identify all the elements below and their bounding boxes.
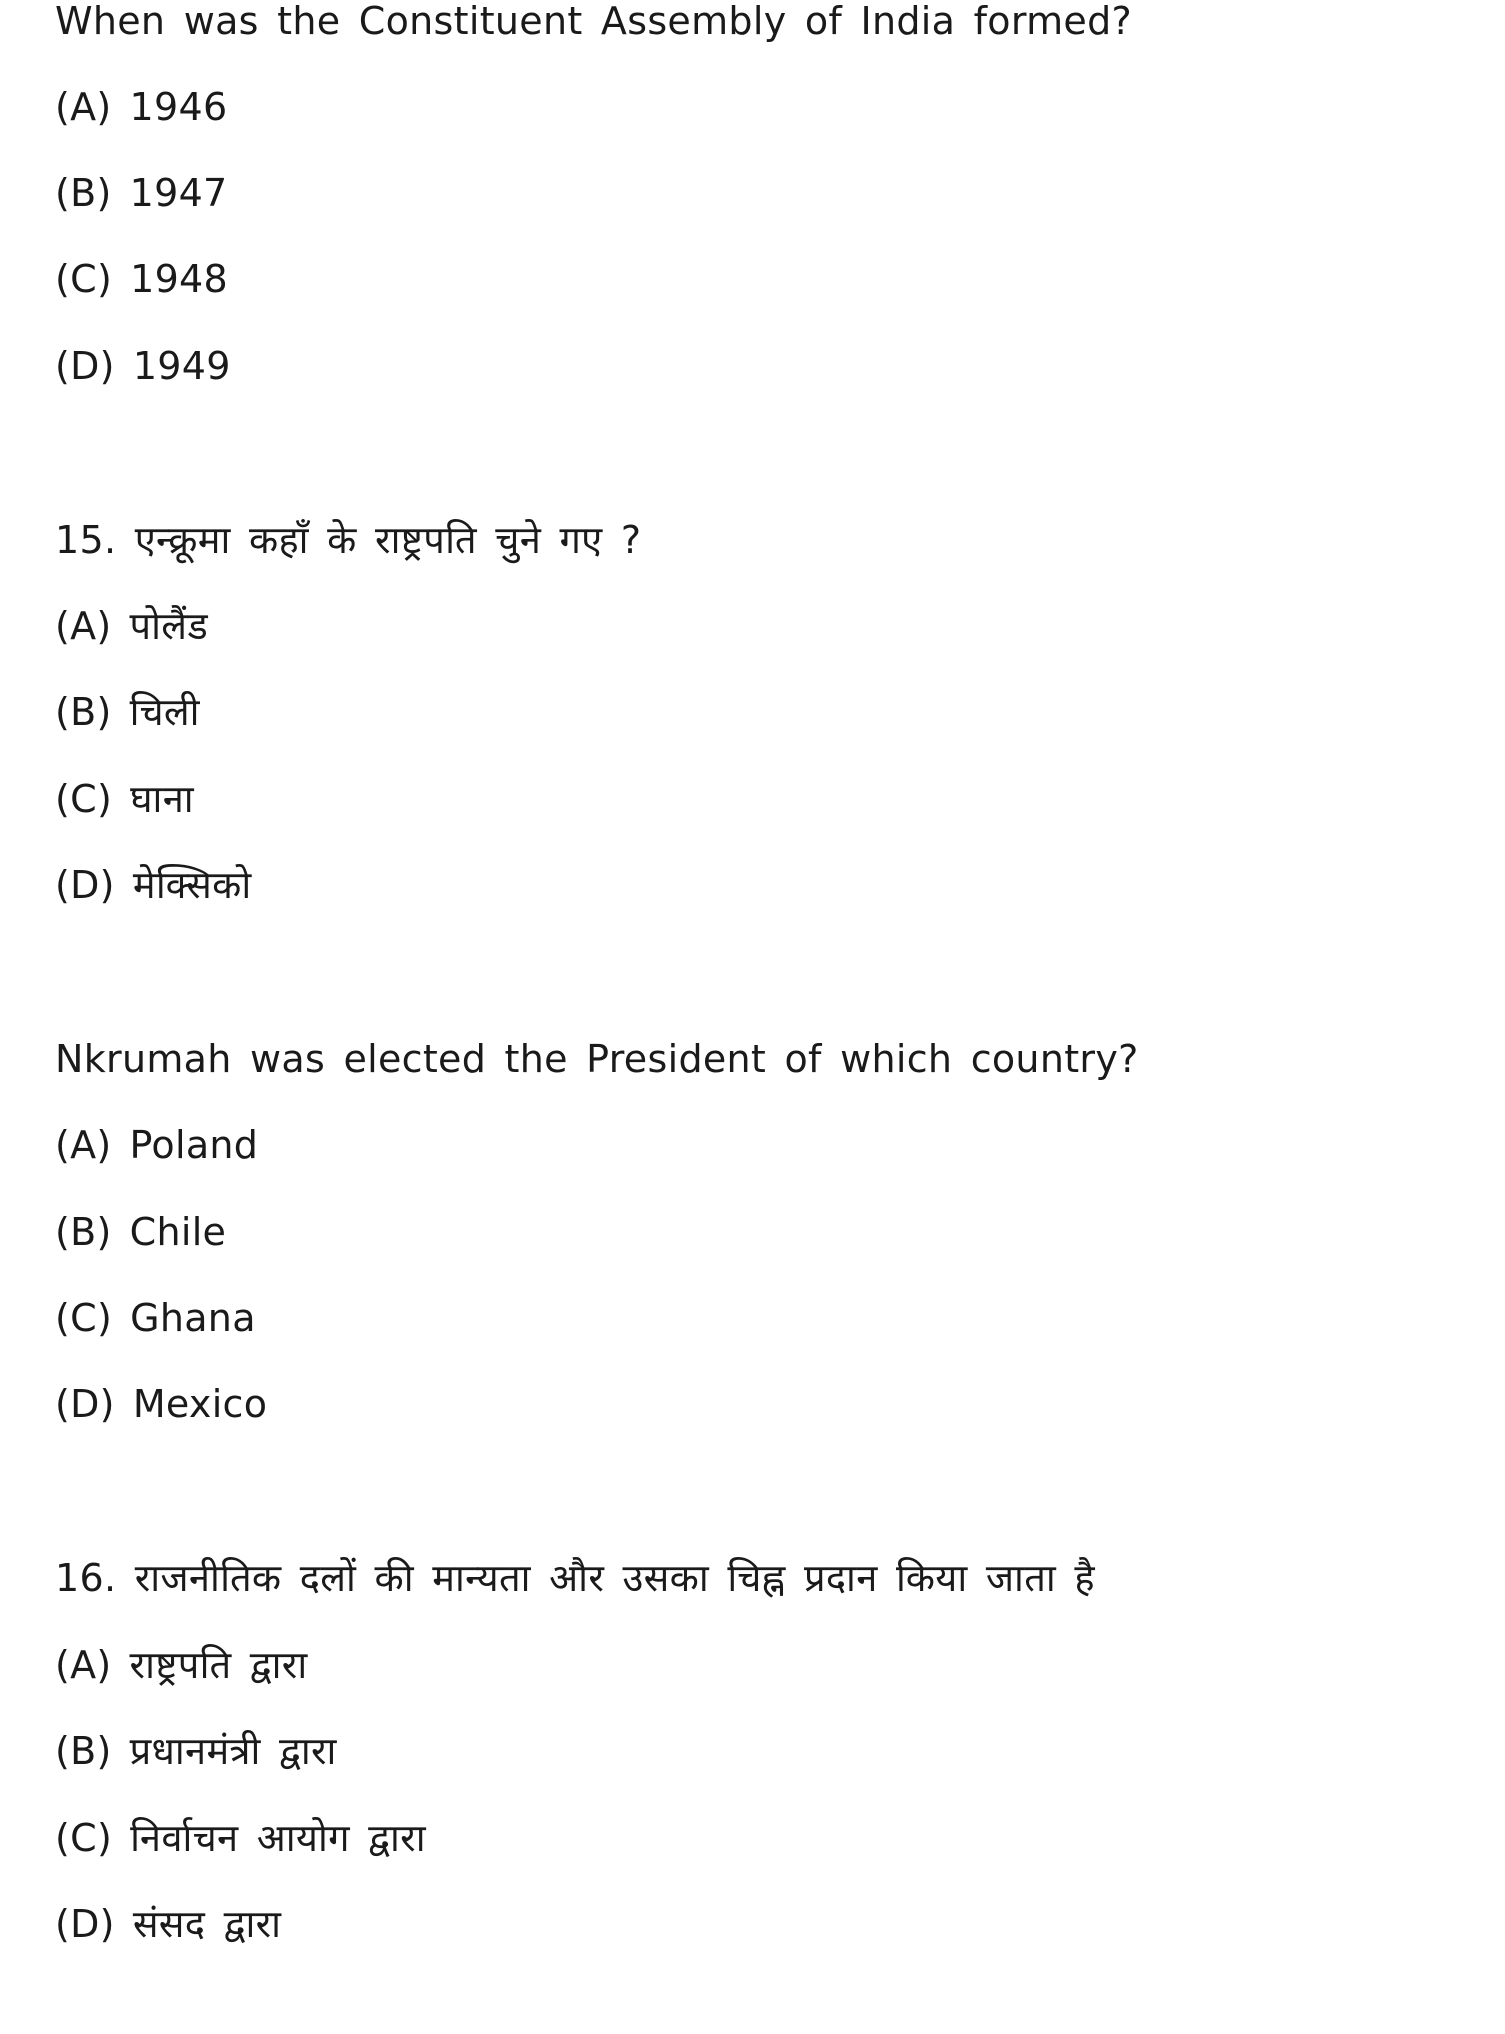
option-letter: (B) [55, 1729, 112, 1773]
option-text: 1947 [129, 171, 228, 215]
option-letter: (A) [55, 85, 112, 129]
option-letter: (C) [55, 777, 113, 821]
option-text: 1946 [129, 85, 228, 129]
option-text: पोलैंड [129, 604, 208, 648]
option-a [55, 84, 227, 130]
option-c [55, 776, 194, 822]
option-letter: (C) [55, 1816, 113, 1860]
question-text: 15. एन्क्रूमा कहाँ के राष्ट्रपति चुने गए ? [55, 518, 642, 562]
question-text: Nkrumah was elected the President of which country? [55, 1037, 1139, 1081]
option-text: चिली [129, 690, 200, 734]
option-letter: (D) [55, 344, 115, 388]
option-text: 1948 [130, 257, 229, 301]
option-letter: (D) [55, 863, 115, 907]
option-letter: (B) [55, 690, 112, 734]
option-a [55, 1642, 307, 1688]
option-b [55, 1209, 226, 1255]
option-d [55, 1901, 281, 1947]
option-letter: (D) [55, 1382, 115, 1426]
option-text: Chile [129, 1210, 227, 1254]
option-text: घाना [130, 777, 194, 821]
option-letter: (C) [55, 1296, 113, 1340]
option-letter: (B) [55, 171, 112, 215]
option-text: Poland [129, 1123, 259, 1167]
option-d [55, 862, 251, 908]
option-d [55, 1381, 267, 1427]
option-text: मेक्सिको [132, 863, 252, 907]
question-text: 16. राजनीतिक दलों की मान्यता और उसका चिह्न प्रदान किया जाता है [55, 1556, 1095, 1600]
option-text: Mexico [132, 1382, 268, 1426]
option-d [55, 343, 231, 389]
question-text: When was the Constituent Assembly of India formed? [55, 0, 1132, 43]
option-c [55, 256, 228, 302]
option-text: संसद द्वारा [132, 1902, 282, 1946]
option-c [55, 1295, 256, 1341]
option-text: प्रधानमंत्री द्वारा [129, 1729, 337, 1773]
option-b [55, 170, 228, 216]
option-text: निर्वाचन आयोग द्वारा [130, 1816, 426, 1860]
option-text: Ghana [130, 1296, 256, 1340]
option-c [55, 1815, 426, 1861]
option-letter: (A) [55, 604, 112, 648]
option-letter: (B) [55, 1210, 112, 1254]
option-letter: (A) [55, 1123, 112, 1167]
option-a [55, 1122, 258, 1168]
option-b [55, 1728, 337, 1774]
option-text: 1949 [132, 344, 231, 388]
option-a [55, 603, 208, 649]
option-letter: (C) [55, 257, 113, 301]
option-text: राष्ट्रपति द्वारा [129, 1643, 308, 1687]
option-b [55, 689, 200, 735]
option-letter: (D) [55, 1902, 115, 1946]
option-letter: (A) [55, 1643, 112, 1687]
